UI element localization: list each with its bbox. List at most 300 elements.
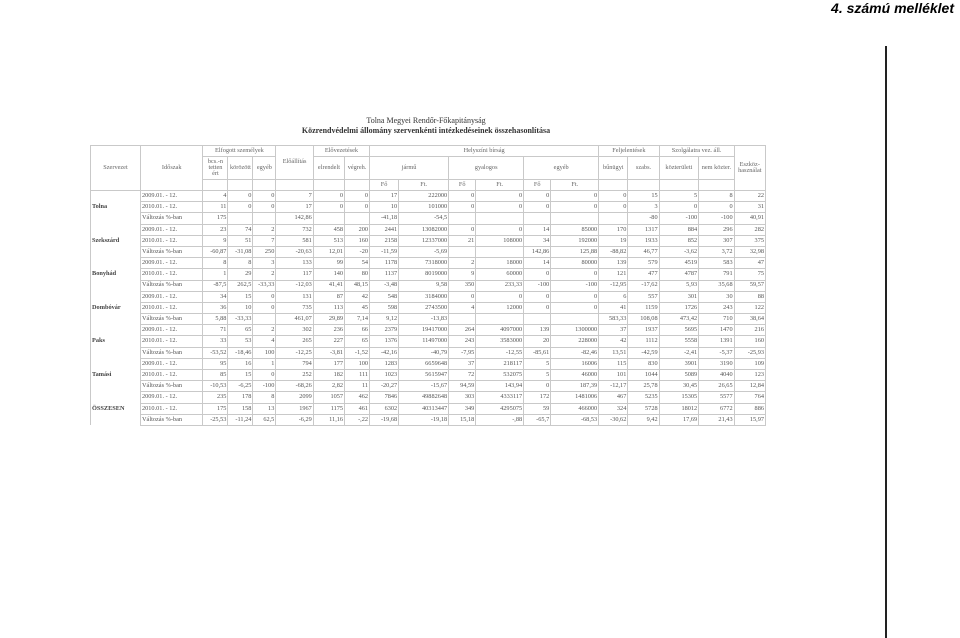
- value-cell: 583: [699, 258, 734, 269]
- table-row: [91, 302, 766, 313]
- table-row: [91, 224, 766, 235]
- value-cell: 5695: [659, 325, 699, 336]
- value-cell: 265: [276, 336, 313, 347]
- value-cell: -13,83: [399, 314, 449, 325]
- header-helyszini-birsag: Helyszíni bírság: [370, 146, 599, 157]
- value-cell: 0: [228, 202, 253, 213]
- period-cell: 2009.01. - 12.: [140, 191, 202, 202]
- scanned-table-document: [86, 112, 766, 447]
- header-eloallitas: Előállítás: [276, 146, 313, 180]
- value-cell: 513: [313, 235, 344, 246]
- header-bes-tetten-ert: bcs.-n tetten ért: [203, 157, 228, 180]
- value-cell: 143,94: [476, 381, 524, 392]
- value-cell: 5089: [659, 370, 699, 381]
- value-cell: 2379: [370, 325, 399, 336]
- value-cell: 88: [734, 291, 765, 302]
- value-cell: 8: [203, 258, 228, 269]
- period-cell: 2009.01. - 12.: [140, 392, 202, 403]
- period-cell: 2010.01. - 12.: [140, 336, 202, 347]
- value-cell: 94,59: [449, 381, 476, 392]
- value-cell: 236: [313, 325, 344, 336]
- value-cell: 117: [276, 269, 313, 280]
- value-cell: 1175: [313, 403, 344, 414]
- value-cell: 218117: [476, 358, 524, 369]
- value-cell: [476, 314, 524, 325]
- value-cell: 5577: [699, 392, 734, 403]
- header-blank: [699, 180, 734, 191]
- value-cell: 5558: [659, 336, 699, 347]
- period-cell: Változás %-ban: [140, 347, 202, 358]
- value-cell: -3,48: [370, 280, 399, 291]
- value-cell: 282: [734, 224, 765, 235]
- header-elfogott: Elfogott személyek: [203, 146, 276, 157]
- value-cell: 4: [449, 302, 476, 313]
- value-cell: 235: [203, 392, 228, 403]
- doc-subtitle: Közrendvédelmi állomány szervenkénti intézkedéseinek összehasonlítása: [301, 126, 551, 135]
- value-cell: -31,08: [228, 246, 253, 257]
- value-cell: -85,61: [524, 347, 551, 358]
- value-cell: 42: [345, 291, 370, 302]
- value-cell: 139: [524, 325, 551, 336]
- table-row: [91, 381, 766, 392]
- value-cell: 122: [734, 302, 765, 313]
- value-cell: -,88: [476, 414, 524, 425]
- header-elrendelt: elrendelt: [313, 157, 344, 180]
- header-egyeb-ft: Ft.: [551, 180, 599, 191]
- value-cell: [524, 314, 551, 325]
- value-cell: 216: [734, 325, 765, 336]
- value-cell: 0: [313, 191, 344, 202]
- value-cell: 125,88: [551, 246, 599, 257]
- value-cell: 7846: [370, 392, 399, 403]
- value-cell: -68,26: [276, 381, 313, 392]
- value-cell: 34: [203, 291, 228, 302]
- value-cell: 0: [476, 224, 524, 235]
- value-cell: -18,46: [228, 347, 253, 358]
- value-cell: 598: [370, 302, 399, 313]
- value-cell: 2: [253, 224, 276, 235]
- value-cell: 178: [228, 392, 253, 403]
- value-cell: 6302: [370, 403, 399, 414]
- value-cell: 303: [449, 392, 476, 403]
- value-cell: 142,86: [524, 246, 551, 257]
- value-cell: 3,72: [699, 246, 734, 257]
- value-cell: -88,82: [599, 246, 628, 257]
- value-cell: 49882648: [399, 392, 449, 403]
- value-cell: 108000: [476, 235, 524, 246]
- value-cell: 307: [699, 235, 734, 246]
- value-cell: 0: [524, 191, 551, 202]
- header-gyalogos: gyalogos: [449, 157, 524, 180]
- value-cell: 17,69: [659, 414, 699, 425]
- value-cell: 243: [699, 302, 734, 313]
- value-cell: 65: [228, 325, 253, 336]
- value-cell: 264: [449, 325, 476, 336]
- period-cell: 2010.01. - 12.: [140, 302, 202, 313]
- header-korozott: körözött: [228, 157, 253, 180]
- value-cell: 5,93: [659, 280, 699, 291]
- period-cell: 2010.01. - 12.: [140, 202, 202, 213]
- period-cell: Változás %-ban: [140, 280, 202, 291]
- value-cell: 791: [699, 269, 734, 280]
- value-cell: -,22: [345, 414, 370, 425]
- value-cell: 12,01: [313, 246, 344, 257]
- value-cell: 9: [203, 235, 228, 246]
- value-cell: 40313447: [399, 403, 449, 414]
- table-row: [91, 202, 766, 213]
- value-cell: 5: [659, 191, 699, 202]
- value-cell: 71: [203, 325, 228, 336]
- value-cell: 175: [203, 213, 228, 224]
- value-cell: 12,84: [734, 381, 765, 392]
- value-cell: 3583000: [476, 336, 524, 347]
- value-cell: 8: [699, 191, 734, 202]
- value-cell: 26,65: [699, 381, 734, 392]
- value-cell: 1937: [628, 325, 659, 336]
- value-cell: -40,79: [399, 347, 449, 358]
- value-cell: -3,81: [313, 347, 344, 358]
- value-cell: 0: [476, 291, 524, 302]
- value-cell: 0: [476, 191, 524, 202]
- value-cell: 80: [345, 269, 370, 280]
- value-cell: [551, 314, 599, 325]
- value-cell: 0: [476, 202, 524, 213]
- org-cell: ÖSSZESEN: [91, 403, 141, 414]
- value-cell: -100: [253, 381, 276, 392]
- value-cell: 37: [449, 358, 476, 369]
- value-cell: 324: [599, 403, 628, 414]
- value-cell: 16: [228, 358, 253, 369]
- value-cell: -41,18: [370, 213, 399, 224]
- value-cell: 45: [345, 302, 370, 313]
- value-cell: 7318000: [399, 258, 449, 269]
- value-cell: 4787: [659, 269, 699, 280]
- value-cell: 11: [203, 202, 228, 213]
- value-cell: 1: [253, 358, 276, 369]
- period-cell: Változás %-ban: [140, 414, 202, 425]
- value-cell: -87,5: [203, 280, 228, 291]
- table-body: [91, 191, 766, 426]
- value-cell: -65,7: [524, 414, 551, 425]
- value-cell: 2158: [370, 235, 399, 246]
- value-cell: -3,62: [659, 246, 699, 257]
- value-cell: 227: [313, 336, 344, 347]
- value-cell: 47: [734, 258, 765, 269]
- value-cell: 1391: [699, 336, 734, 347]
- value-cell: -80: [628, 213, 659, 224]
- value-cell: 548: [370, 291, 399, 302]
- value-cell: [551, 213, 599, 224]
- value-cell: -20,27: [370, 381, 399, 392]
- value-cell: 3: [253, 258, 276, 269]
- value-cell: -54,5: [399, 213, 449, 224]
- period-cell: 2010.01. - 12.: [140, 370, 202, 381]
- value-cell: [253, 314, 276, 325]
- value-cell: 30,45: [659, 381, 699, 392]
- header-blank: [203, 180, 228, 191]
- org-cell: Paks: [91, 336, 141, 347]
- value-cell: 74: [228, 224, 253, 235]
- value-cell: 15305: [659, 392, 699, 403]
- value-cell: 302: [276, 325, 313, 336]
- header-blank: [313, 180, 344, 191]
- header-szolgalatra: Szolgálatra vez. áll.: [659, 146, 734, 157]
- value-cell: 15: [228, 370, 253, 381]
- value-cell: 19417000: [399, 325, 449, 336]
- value-cell: [313, 213, 344, 224]
- value-cell: 2743500: [399, 302, 449, 313]
- value-cell: 131: [276, 291, 313, 302]
- table-row: [91, 370, 766, 381]
- value-cell: 133: [276, 258, 313, 269]
- value-cell: 65: [345, 336, 370, 347]
- value-cell: 532075: [476, 370, 524, 381]
- value-cell: 101000: [399, 202, 449, 213]
- value-cell: 0: [551, 269, 599, 280]
- value-cell: 0: [551, 302, 599, 313]
- value-cell: 2441: [370, 224, 399, 235]
- value-cell: 5,88: [203, 314, 228, 325]
- value-cell: 35,68: [699, 280, 734, 291]
- value-cell: 33: [203, 336, 228, 347]
- value-cell: 10: [370, 202, 399, 213]
- value-cell: -20,63: [276, 246, 313, 257]
- value-cell: 0: [253, 302, 276, 313]
- value-cell: 0: [599, 191, 628, 202]
- header-egyeb-fo: Fő: [524, 180, 551, 191]
- value-cell: 296: [699, 224, 734, 235]
- value-cell: 20: [524, 336, 551, 347]
- table-row: [91, 358, 766, 369]
- value-cell: 5235: [628, 392, 659, 403]
- value-cell: 85000: [551, 224, 599, 235]
- value-cell: 22: [734, 191, 765, 202]
- header-kozteruleti: közterületi: [659, 157, 699, 180]
- value-cell: 29,89: [313, 314, 344, 325]
- value-cell: 0: [253, 202, 276, 213]
- value-cell: 458: [313, 224, 344, 235]
- value-cell: 139: [599, 258, 628, 269]
- value-cell: 15,18: [449, 414, 476, 425]
- period-cell: Változás %-ban: [140, 381, 202, 392]
- value-cell: 301: [659, 291, 699, 302]
- value-cell: 0: [551, 191, 599, 202]
- value-cell: 192000: [551, 235, 599, 246]
- value-cell: 5615947: [399, 370, 449, 381]
- value-cell: 228000: [551, 336, 599, 347]
- value-cell: 1137: [370, 269, 399, 280]
- value-cell: -25,53: [203, 414, 228, 425]
- value-cell: [253, 213, 276, 224]
- table-row: [91, 213, 766, 224]
- value-cell: 72: [449, 370, 476, 381]
- value-cell: 477: [628, 269, 659, 280]
- value-cell: -5,69: [399, 246, 449, 257]
- value-cell: 31: [734, 202, 765, 213]
- value-cell: 0: [313, 202, 344, 213]
- value-cell: 15,97: [734, 414, 765, 425]
- table-row: [91, 280, 766, 291]
- value-cell: 222000: [399, 191, 449, 202]
- period-cell: 2009.01. - 12.: [140, 258, 202, 269]
- org-cell: [91, 381, 141, 392]
- value-cell: -42,16: [370, 347, 399, 358]
- period-cell: 2010.01. - 12.: [140, 269, 202, 280]
- value-cell: -100: [659, 213, 699, 224]
- value-cell: 3190: [699, 358, 734, 369]
- value-cell: 794: [276, 358, 313, 369]
- value-cell: 349: [449, 403, 476, 414]
- value-cell: 473,42: [659, 314, 699, 325]
- value-cell: 17: [276, 202, 313, 213]
- value-cell: [599, 213, 628, 224]
- value-cell: 12337000: [399, 235, 449, 246]
- value-cell: 80000: [551, 258, 599, 269]
- value-cell: 170: [599, 224, 628, 235]
- value-cell: 41: [599, 302, 628, 313]
- value-cell: 11: [345, 381, 370, 392]
- value-cell: 852: [659, 235, 699, 246]
- value-cell: 233,33: [476, 280, 524, 291]
- value-cell: 0: [345, 191, 370, 202]
- org-cell: [91, 191, 141, 202]
- header-elovezetesek: Elővezetések: [313, 146, 369, 157]
- value-cell: 6659648: [399, 358, 449, 369]
- table-row: [91, 314, 766, 325]
- table-row: [91, 258, 766, 269]
- value-cell: 172: [524, 392, 551, 403]
- value-cell: 1376: [370, 336, 399, 347]
- value-cell: 9,12: [370, 314, 399, 325]
- org-cell: [91, 392, 141, 403]
- value-cell: -2,41: [659, 347, 699, 358]
- value-cell: -15,67: [399, 381, 449, 392]
- value-cell: 13,51: [599, 347, 628, 358]
- value-cell: 0: [253, 370, 276, 381]
- value-cell: 160: [734, 336, 765, 347]
- value-cell: 7,14: [345, 314, 370, 325]
- value-cell: 9,42: [628, 414, 659, 425]
- value-cell: [228, 213, 253, 224]
- value-cell: 9: [449, 269, 476, 280]
- value-cell: 48,15: [345, 280, 370, 291]
- value-cell: 4: [253, 336, 276, 347]
- header-bunugyi: bűnügyi: [599, 157, 628, 180]
- value-cell: -100: [551, 280, 599, 291]
- value-cell: -17,62: [628, 280, 659, 291]
- header-blank: [345, 180, 370, 191]
- value-cell: 60000: [476, 269, 524, 280]
- header-szabs: szabs.: [628, 157, 659, 180]
- value-cell: 8019000: [399, 269, 449, 280]
- value-cell: 11497000: [399, 336, 449, 347]
- value-cell: 46000: [551, 370, 599, 381]
- value-cell: 21: [449, 235, 476, 246]
- header-jarmu: jármű: [370, 157, 449, 180]
- value-cell: 54: [345, 258, 370, 269]
- table-row: [91, 336, 766, 347]
- value-cell: 1: [203, 269, 228, 280]
- value-cell: 4097000: [476, 325, 524, 336]
- header-vegreh: végreh.: [345, 157, 370, 180]
- value-cell: 0: [524, 302, 551, 313]
- value-cell: 1044: [628, 370, 659, 381]
- value-cell: 13: [253, 403, 276, 414]
- period-cell: Változás %-ban: [140, 213, 202, 224]
- org-cell: Tamási: [91, 370, 141, 381]
- value-cell: 2,82: [313, 381, 344, 392]
- value-cell: 3: [628, 202, 659, 213]
- value-cell: 710: [699, 314, 734, 325]
- value-cell: 1178: [370, 258, 399, 269]
- value-cell: 0: [551, 202, 599, 213]
- value-cell: -33,33: [228, 314, 253, 325]
- value-cell: -68,53: [551, 414, 599, 425]
- header-eszkozhasznalat: Eszköz-használat: [734, 146, 765, 191]
- value-cell: -10,53: [203, 381, 228, 392]
- value-cell: 42: [599, 336, 628, 347]
- value-cell: [476, 246, 524, 257]
- value-cell: 23: [203, 224, 228, 235]
- value-cell: 9,58: [399, 280, 449, 291]
- value-cell: 10: [228, 302, 253, 313]
- value-cell: 0: [228, 191, 253, 202]
- org-cell: [91, 280, 141, 291]
- value-cell: 187,39: [551, 381, 599, 392]
- value-cell: 732: [276, 224, 313, 235]
- value-cell: 123: [734, 370, 765, 381]
- value-cell: 4040: [699, 370, 734, 381]
- value-cell: -6,29: [276, 414, 313, 425]
- value-cell: 250: [253, 246, 276, 257]
- org-cell: Bonyhád: [91, 269, 141, 280]
- value-cell: 4333117: [476, 392, 524, 403]
- value-cell: 462: [345, 392, 370, 403]
- value-cell: [449, 246, 476, 257]
- value-cell: -1,52: [345, 347, 370, 358]
- value-cell: 466000: [551, 403, 599, 414]
- value-cell: 886: [734, 403, 765, 414]
- value-cell: 100: [253, 347, 276, 358]
- value-cell: 59: [524, 403, 551, 414]
- table-row: [91, 392, 766, 403]
- value-cell: -11,59: [370, 246, 399, 257]
- value-cell: 29: [228, 269, 253, 280]
- value-cell: 5728: [628, 403, 659, 414]
- value-cell: -53,52: [203, 347, 228, 358]
- table-row: [91, 291, 766, 302]
- value-cell: 579: [628, 258, 659, 269]
- org-cell: [91, 246, 141, 257]
- value-cell: -12,03: [276, 280, 313, 291]
- value-cell: 583,33: [599, 314, 628, 325]
- value-cell: 34: [524, 235, 551, 246]
- value-cell: 243: [449, 336, 476, 347]
- period-cell: Változás %-ban: [140, 246, 202, 257]
- value-cell: -19,18: [399, 414, 449, 425]
- value-cell: 177: [313, 358, 344, 369]
- value-cell: -12,17: [599, 381, 628, 392]
- value-cell: 66: [345, 325, 370, 336]
- value-cell: 0: [449, 202, 476, 213]
- org-cell: [91, 358, 141, 369]
- header-feljelentesek: Feljelentések: [599, 146, 659, 157]
- value-cell: 100: [345, 358, 370, 369]
- value-cell: 12000: [476, 302, 524, 313]
- value-cell: 2099: [276, 392, 313, 403]
- header-egyeb-birsag: egyéb: [524, 157, 599, 180]
- doc-title: Tolna Megyei Rendőr-Főkapitányság: [366, 116, 486, 125]
